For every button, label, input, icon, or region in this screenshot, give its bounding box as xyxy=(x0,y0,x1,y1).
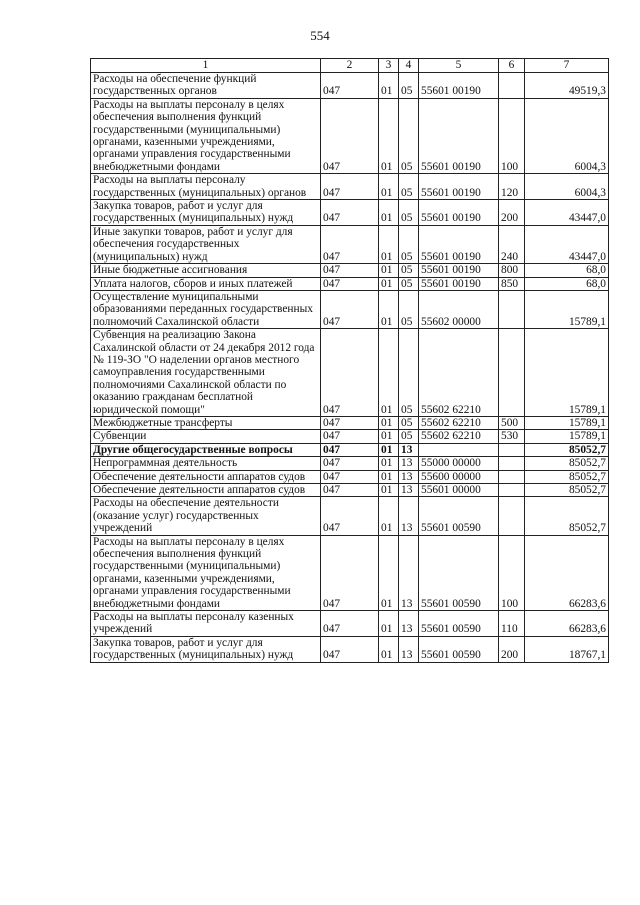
table-row xyxy=(91,290,609,328)
row-name-cell: Непрограммная деятельность xyxy=(91,457,321,470)
row-name-cell: Иные закупки товаров, работ и услуг для обеспечения государственных (муниципальных) нужд xyxy=(91,225,321,263)
row-rz-cell: 01 xyxy=(379,277,399,290)
row-pr-cell: 05 xyxy=(399,329,419,417)
row-sum-cell: 68,0 xyxy=(525,277,609,290)
row-sum-cell: 68,0 xyxy=(525,264,609,277)
budget-table xyxy=(90,58,609,663)
row-pr-cell: 05 xyxy=(399,98,419,173)
row-ved-cell: 047 xyxy=(321,497,379,535)
row-vr-cell xyxy=(499,329,525,417)
row-pr-cell: 05 xyxy=(399,73,419,99)
table-row xyxy=(91,73,609,99)
row-ved-cell: 047 xyxy=(321,443,379,456)
row-vr-cell: 850 xyxy=(499,277,525,290)
row-rz-cell: 01 xyxy=(379,611,399,637)
row-csr-cell: 55000 00000 xyxy=(419,457,499,470)
row-pr-cell: 05 xyxy=(399,277,419,290)
row-pr-cell: 05 xyxy=(399,290,419,328)
table-row xyxy=(91,470,609,483)
row-sum-cell: 6004,3 xyxy=(525,98,609,173)
row-rz-cell: 01 xyxy=(379,535,399,610)
row-ved-cell: 047 xyxy=(321,225,379,263)
row-csr-cell xyxy=(419,443,499,456)
row-name-cell: Обеспечение деятельности аппаратов судов xyxy=(91,484,321,497)
row-vr-cell xyxy=(499,73,525,99)
row-vr-cell xyxy=(499,484,525,497)
row-rz-cell: 01 xyxy=(379,225,399,263)
row-sum-cell: 43447,0 xyxy=(525,225,609,263)
table-row xyxy=(91,277,609,290)
row-csr-cell: 55602 00000 xyxy=(419,290,499,328)
row-pr-cell: 05 xyxy=(399,430,419,443)
row-name-cell: Обеспечение деятельности аппаратов судов xyxy=(91,470,321,483)
row-rz-cell: 01 xyxy=(379,430,399,443)
row-sum-cell: 85052,7 xyxy=(525,497,609,535)
row-rz-cell: 01 xyxy=(379,457,399,470)
row-vr-cell xyxy=(499,443,525,456)
row-csr-cell: 55600 00000 xyxy=(419,470,499,483)
row-vr-cell: 530 xyxy=(499,430,525,443)
table-row xyxy=(91,611,609,637)
row-ved-cell: 047 xyxy=(321,290,379,328)
row-pr-cell: 13 xyxy=(399,470,419,483)
row-ved-cell: 047 xyxy=(321,416,379,429)
row-csr-cell: 55601 00190 xyxy=(419,277,499,290)
row-name-cell: Расходы на выплаты персоналу в целях обеспечения выполнения функций государственными (муниципальными) органами, казенными учреждениями, органами управления государственными внебюджетными фондами xyxy=(91,98,321,173)
row-rz-cell: 01 xyxy=(379,636,399,662)
row-ved-cell: 047 xyxy=(321,430,379,443)
table-row xyxy=(91,98,609,173)
row-sum-cell: 6004,3 xyxy=(525,174,609,200)
row-sum-cell: 15789,1 xyxy=(525,329,609,417)
row-pr-cell: 05 xyxy=(399,416,419,429)
row-name-cell: Закупка товаров, работ и услуг для государственных (муниципальных) нужд xyxy=(91,636,321,662)
row-sum-cell: 85052,7 xyxy=(525,470,609,483)
row-sum-cell: 85052,7 xyxy=(525,457,609,470)
table-row xyxy=(91,200,609,226)
table-row xyxy=(91,457,609,470)
row-pr-cell: 13 xyxy=(399,636,419,662)
row-csr-cell: 55601 00590 xyxy=(419,497,499,535)
row-csr-cell: 55601 00190 xyxy=(419,264,499,277)
table-row xyxy=(91,443,609,456)
row-csr-cell: 55601 00190 xyxy=(419,200,499,226)
row-pr-cell: 13 xyxy=(399,497,419,535)
header-cell: 6 xyxy=(499,59,525,73)
row-pr-cell: 13 xyxy=(399,535,419,610)
row-name-cell: Расходы на выплаты персоналу казенных учреждений xyxy=(91,611,321,637)
row-rz-cell: 01 xyxy=(379,98,399,173)
row-csr-cell: 55602 62210 xyxy=(419,329,499,417)
row-sum-cell: 49519,3 xyxy=(525,73,609,99)
row-ved-cell: 047 xyxy=(321,73,379,99)
table-row xyxy=(91,174,609,200)
row-pr-cell: 13 xyxy=(399,443,419,456)
row-csr-cell: 55601 00590 xyxy=(419,535,499,610)
row-pr-cell: 05 xyxy=(399,200,419,226)
row-pr-cell: 13 xyxy=(399,484,419,497)
table-row xyxy=(91,484,609,497)
row-csr-cell: 55602 62210 xyxy=(419,430,499,443)
header-cell: 7 xyxy=(525,59,609,73)
row-sum-cell: 15789,1 xyxy=(525,430,609,443)
row-sum-cell: 85052,7 xyxy=(525,484,609,497)
row-sum-cell: 43447,0 xyxy=(525,200,609,226)
row-name-cell: Расходы на обеспечение функций государственных органов xyxy=(91,73,321,99)
row-vr-cell: 500 xyxy=(499,416,525,429)
header-cell: 3 xyxy=(379,59,399,73)
row-csr-cell: 55601 00190 xyxy=(419,225,499,263)
row-pr-cell: 05 xyxy=(399,174,419,200)
row-vr-cell: 800 xyxy=(499,264,525,277)
table-row xyxy=(91,636,609,662)
row-name-cell: Субвенции xyxy=(91,430,321,443)
header-cell: 2 xyxy=(321,59,379,73)
table-row xyxy=(91,497,609,535)
table-row xyxy=(91,264,609,277)
row-rz-cell: 01 xyxy=(379,484,399,497)
table-row xyxy=(91,329,609,417)
row-csr-cell: 55601 00190 xyxy=(419,174,499,200)
row-rz-cell: 01 xyxy=(379,443,399,456)
row-sum-cell: 15789,1 xyxy=(525,416,609,429)
row-sum-cell: 85052,7 xyxy=(525,443,609,456)
row-name-cell: Расходы на выплаты персоналу государственных (муниципальных) органов xyxy=(91,174,321,200)
row-ved-cell: 047 xyxy=(321,611,379,637)
row-sum-cell: 66283,6 xyxy=(525,611,609,637)
row-name-cell: Другие общегосударственные вопросы xyxy=(91,443,321,456)
row-rz-cell: 01 xyxy=(379,73,399,99)
row-pr-cell: 05 xyxy=(399,225,419,263)
row-ved-cell: 047 xyxy=(321,174,379,200)
row-csr-cell: 55601 00590 xyxy=(419,611,499,637)
row-vr-cell: 110 xyxy=(499,611,525,637)
row-vr-cell: 120 xyxy=(499,174,525,200)
row-name-cell: Осуществление муниципальными образованиями переданных государственных полномочий Сахалинской области xyxy=(91,290,321,328)
row-ved-cell: 047 xyxy=(321,329,379,417)
row-vr-cell xyxy=(499,497,525,535)
row-pr-cell: 05 xyxy=(399,264,419,277)
row-rz-cell: 01 xyxy=(379,200,399,226)
row-csr-cell: 55601 00000 xyxy=(419,484,499,497)
row-ved-cell: 047 xyxy=(321,636,379,662)
row-name-cell: Уплата налогов, сборов и иных платежей xyxy=(91,277,321,290)
row-vr-cell xyxy=(499,457,525,470)
row-csr-cell: 55601 00590 xyxy=(419,636,499,662)
row-ved-cell: 047 xyxy=(321,264,379,277)
row-pr-cell: 13 xyxy=(399,611,419,637)
row-name-cell: Расходы на обеспечение деятельности (оказание услуг) государственных учреждений xyxy=(91,497,321,535)
row-ved-cell: 047 xyxy=(321,98,379,173)
row-rz-cell: 01 xyxy=(379,174,399,200)
row-vr-cell: 100 xyxy=(499,535,525,610)
row-sum-cell: 18767,1 xyxy=(525,636,609,662)
row-rz-cell: 01 xyxy=(379,497,399,535)
row-sum-cell: 15789,1 xyxy=(525,290,609,328)
row-rz-cell: 01 xyxy=(379,416,399,429)
row-ved-cell: 047 xyxy=(321,535,379,610)
header-row xyxy=(91,59,609,73)
header-cell: 4 xyxy=(399,59,419,73)
row-name-cell: Межбюджетные трансферты xyxy=(91,416,321,429)
row-csr-cell: 55602 62210 xyxy=(419,416,499,429)
table-row xyxy=(91,416,609,429)
row-vr-cell xyxy=(499,470,525,483)
table-row xyxy=(91,430,609,443)
table-row xyxy=(91,225,609,263)
row-name-cell: Субвенция на реализацию Закона Сахалинской области от 24 декабря 2012 года № 119-ЗО "О наделении органов местного самоуправления государственными полномочиями Сахалинской области по оказанию гражданам бесплатной юридической помощи" xyxy=(91,329,321,417)
row-vr-cell: 100 xyxy=(499,98,525,173)
row-name-cell: Расходы на выплаты персоналу в целях обеспечения выполнения функций государственными (муниципальными) органами, казенными учреждениями, органами управления государственными внебюджетными фондами xyxy=(91,535,321,610)
row-csr-cell: 55601 00190 xyxy=(419,98,499,173)
row-rz-cell: 01 xyxy=(379,264,399,277)
row-ved-cell: 047 xyxy=(321,484,379,497)
row-name-cell: Иные бюджетные ассигнования xyxy=(91,264,321,277)
row-sum-cell: 66283,6 xyxy=(525,535,609,610)
row-vr-cell xyxy=(499,290,525,328)
table-row xyxy=(91,535,609,610)
row-csr-cell: 55601 00190 xyxy=(419,73,499,99)
row-ved-cell: 047 xyxy=(321,200,379,226)
row-ved-cell: 047 xyxy=(321,457,379,470)
row-pr-cell: 13 xyxy=(399,457,419,470)
row-rz-cell: 01 xyxy=(379,329,399,417)
row-name-cell: Закупка товаров, работ и услуг для государственных (муниципальных) нужд xyxy=(91,200,321,226)
row-vr-cell: 240 xyxy=(499,225,525,263)
row-rz-cell: 01 xyxy=(379,470,399,483)
row-vr-cell: 200 xyxy=(499,636,525,662)
row-ved-cell: 047 xyxy=(321,470,379,483)
row-vr-cell: 200 xyxy=(499,200,525,226)
page-number: 554 xyxy=(310,28,330,43)
header-cell: 1 xyxy=(91,59,321,73)
row-ved-cell: 047 xyxy=(321,277,379,290)
row-rz-cell: 01 xyxy=(379,290,399,328)
header-cell: 5 xyxy=(419,59,499,73)
